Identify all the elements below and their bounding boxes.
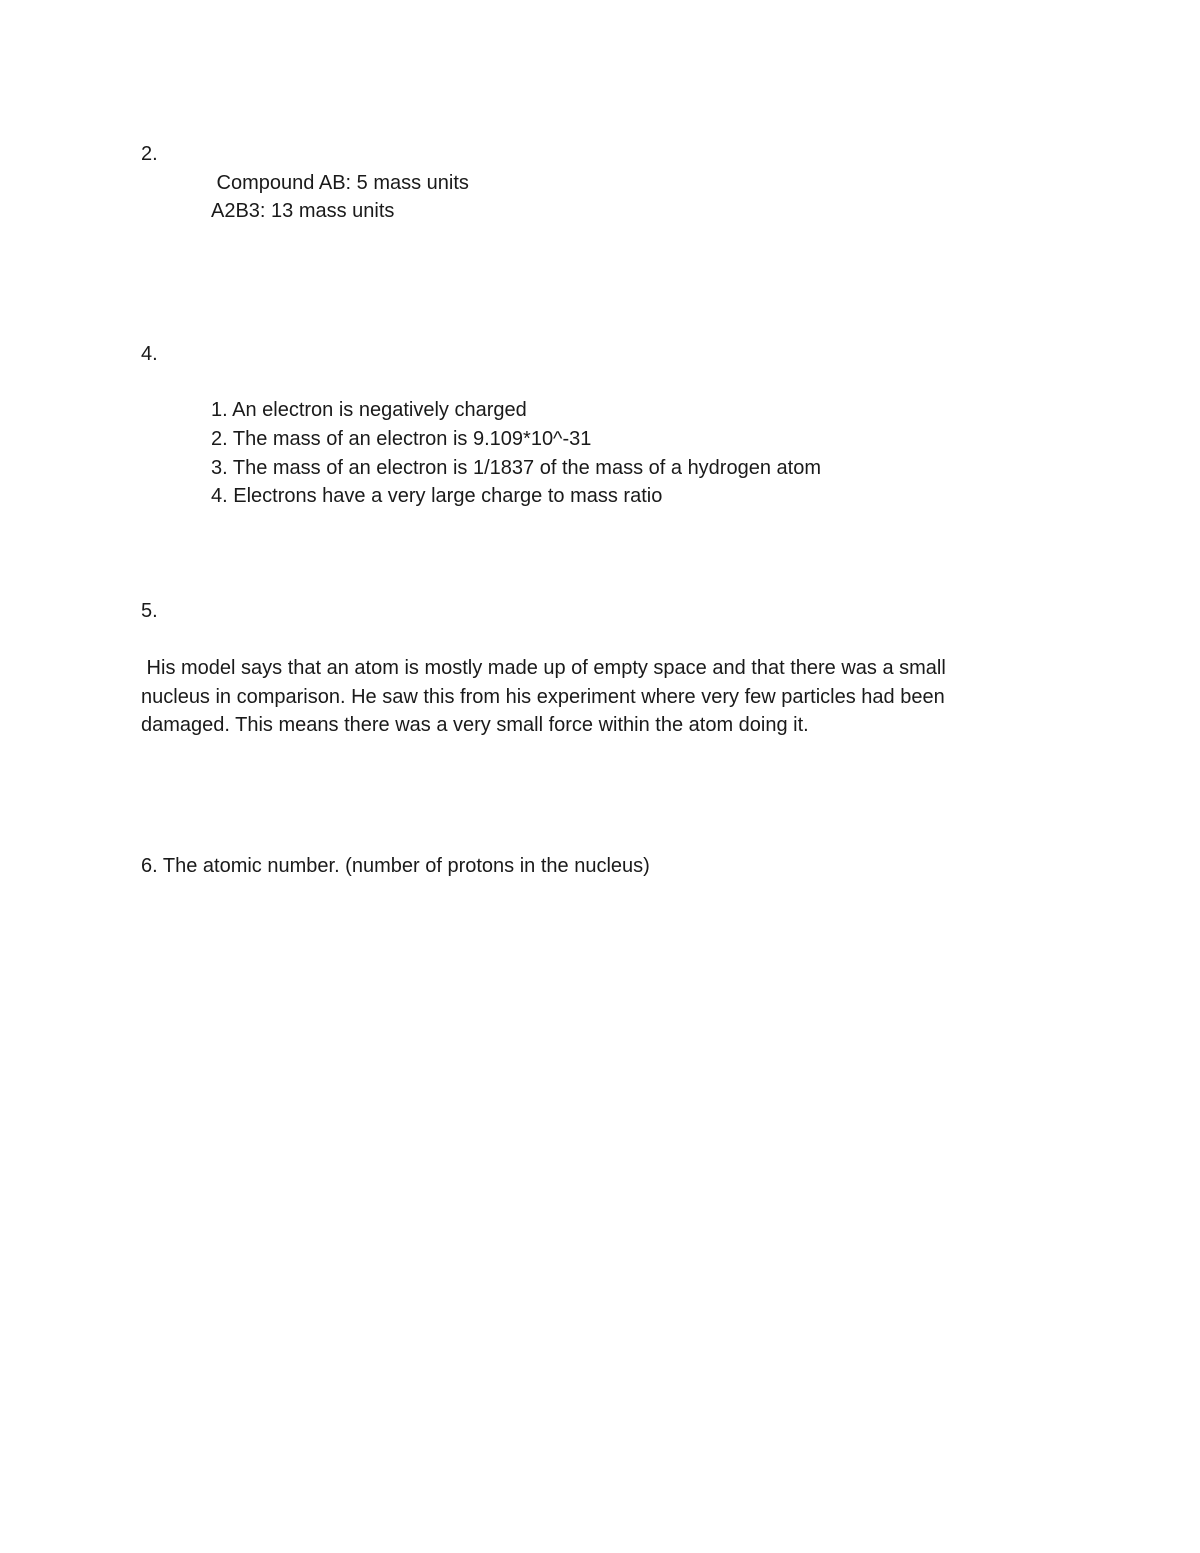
question-2-line-2: A2B3: 13 mass units: [211, 200, 395, 222]
question-4-item-2: 2. The mass of an electron is 9.109*10^-31: [211, 428, 592, 450]
question-2-number: 2.: [141, 143, 158, 165]
question-4-item-4: 4. Electrons have a very large charge to mass ratio: [211, 485, 663, 507]
question-5-line-1: His model says that an atom is mostly made up of empty space and that there was a small: [141, 657, 946, 679]
question-5-line-2: nucleus in comparison. He saw this from his experiment where very few particles had been: [141, 685, 945, 708]
question-4-number: 4.: [141, 343, 158, 365]
question-4-item-3: 3. The mass of an electron is 1/1837 of the mass of a hydrogen atom: [211, 457, 821, 479]
question-4-item-1: 1. An electron is negatively charged: [211, 399, 527, 421]
question-2-line-1: Compound AB: 5 mass units: [211, 172, 469, 194]
question-6-answer: 6. The atomic number. (number of protons in the nucleus): [141, 855, 650, 877]
question-5-line-3: damaged. This means there was a very small force within the atom doing it.: [141, 714, 809, 736]
question-5-number: 5.: [141, 600, 158, 622]
question-5-answer: [141, 654, 1021, 740]
